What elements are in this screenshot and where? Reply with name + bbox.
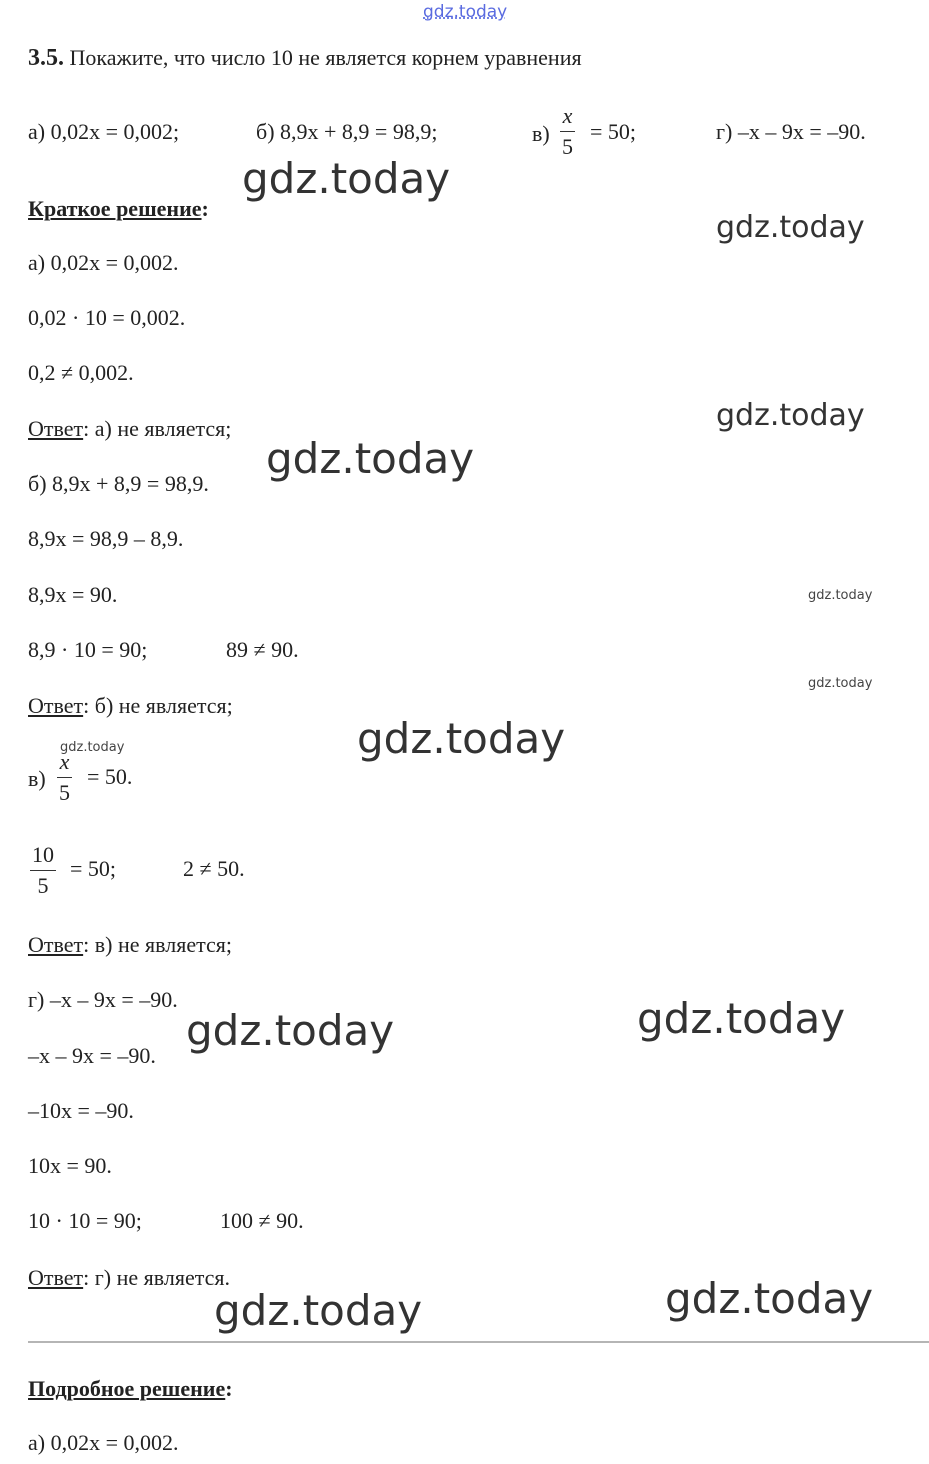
short-solution-heading — [28, 196, 209, 222]
short-c-answer — [28, 932, 232, 958]
short-b-line1: б) 8,9x + 8,9 = 98,9. — [28, 471, 209, 496]
answer-text: : г) не является. — [83, 1265, 230, 1290]
answer-label: Ответ — [28, 932, 84, 957]
watermark: gdz.today — [242, 154, 451, 203]
watermark: gdz.today — [716, 398, 865, 433]
fraction-bar — [560, 131, 575, 132]
fraction-denominator: 5 — [59, 780, 70, 805]
heading-colon: : — [201, 196, 209, 221]
short-d-line5b: 100 ≠ 90. — [220, 1208, 304, 1233]
watermark: gdz.today — [60, 740, 125, 755]
equation-c-fraction — [560, 104, 575, 159]
fraction-denominator: 5 — [37, 873, 49, 898]
answer-text: : в) не является; — [83, 932, 232, 957]
detailed-a-line1: а) 0,02x = 0,002. — [28, 1430, 179, 1455]
equation-d: г) –x – 9x = –90. — [716, 119, 866, 144]
fraction-bar — [57, 777, 72, 778]
short-a-line1: а) 0,02x = 0,002. — [28, 250, 179, 275]
watermark: gdz.today — [266, 434, 475, 483]
problem-statement: Покажите, что число 10 не является корнем уравнения — [69, 45, 582, 70]
short-c-rest: = 50. — [87, 764, 133, 789]
fraction-numerator: x — [562, 103, 573, 128]
watermark: gdz.today — [637, 994, 846, 1043]
short-d-line4: 10x = 90. — [28, 1153, 112, 1178]
fraction-numerator: x — [59, 749, 70, 774]
problem-number: 3.5. — [28, 45, 64, 71]
answer-label: Ответ — [28, 693, 84, 718]
watermark: gdz.today — [186, 1006, 395, 1055]
heading-colon: : — [225, 1376, 233, 1401]
short-b-line3: 8,9x = 90. — [28, 582, 118, 607]
short-a-line2: 0,02 · 10 = 0,002. — [28, 305, 186, 330]
short-d-answer — [28, 1265, 230, 1291]
watermark: gdz.today — [357, 714, 566, 763]
watermark: gdz.today — [808, 676, 873, 691]
short-c-fraction2 — [30, 843, 56, 898]
answer-label: Ответ — [28, 1265, 84, 1290]
short-c-fraction2-rest: = 50; — [70, 856, 117, 881]
equation-b: б) 8,9x + 8,9 = 98,9; — [256, 119, 438, 144]
fraction-bar — [30, 870, 56, 871]
short-c-label: в) — [28, 766, 46, 791]
short-b-line2: 8,9x = 98,9 – 8,9. — [28, 526, 184, 551]
short-b-line4a: 8,9 · 10 = 90; — [28, 637, 148, 662]
answer-label: Ответ — [28, 416, 84, 441]
short-a-answer — [28, 416, 231, 442]
short-d-line5a: 10 · 10 = 90; — [28, 1208, 142, 1233]
short-c-fraction — [57, 750, 72, 805]
short-d-line1: г) –x – 9x = –90. — [28, 987, 178, 1012]
answer-text: : а) не является; — [83, 416, 232, 441]
detailed-solution-heading-text: Подробное решение — [28, 1376, 226, 1401]
short-b-line4b: 89 ≠ 90. — [226, 637, 299, 662]
watermark: gdz.today — [716, 210, 865, 245]
watermark: gdz.today — [214, 1286, 423, 1335]
short-d-line2: –x – 9x = –90. — [28, 1043, 156, 1068]
detailed-solution-heading — [28, 1376, 233, 1402]
fraction-denominator: 5 — [562, 134, 573, 159]
short-a-line3: 0,2 ≠ 0,002. — [28, 360, 134, 385]
section-divider — [28, 1341, 929, 1343]
watermark: gdz.today — [665, 1274, 874, 1323]
problem-title — [28, 45, 582, 71]
short-solution-heading-text: Краткое решение — [28, 196, 202, 221]
watermark: gdz.today — [808, 588, 873, 603]
equation-c-rest: = 50; — [590, 119, 637, 144]
equation-c-label: в) — [532, 121, 550, 146]
fraction-numerator: 10 — [32, 842, 54, 867]
short-c-neq: 2 ≠ 50. — [183, 856, 245, 881]
short-b-answer — [28, 693, 233, 719]
answer-text: : б) не является; — [83, 693, 233, 718]
short-d-line3: –10x = –90. — [28, 1098, 134, 1123]
equation-a: а) 0,02x = 0,002; — [28, 119, 180, 144]
top-watermark: gdz.today — [423, 2, 508, 22]
